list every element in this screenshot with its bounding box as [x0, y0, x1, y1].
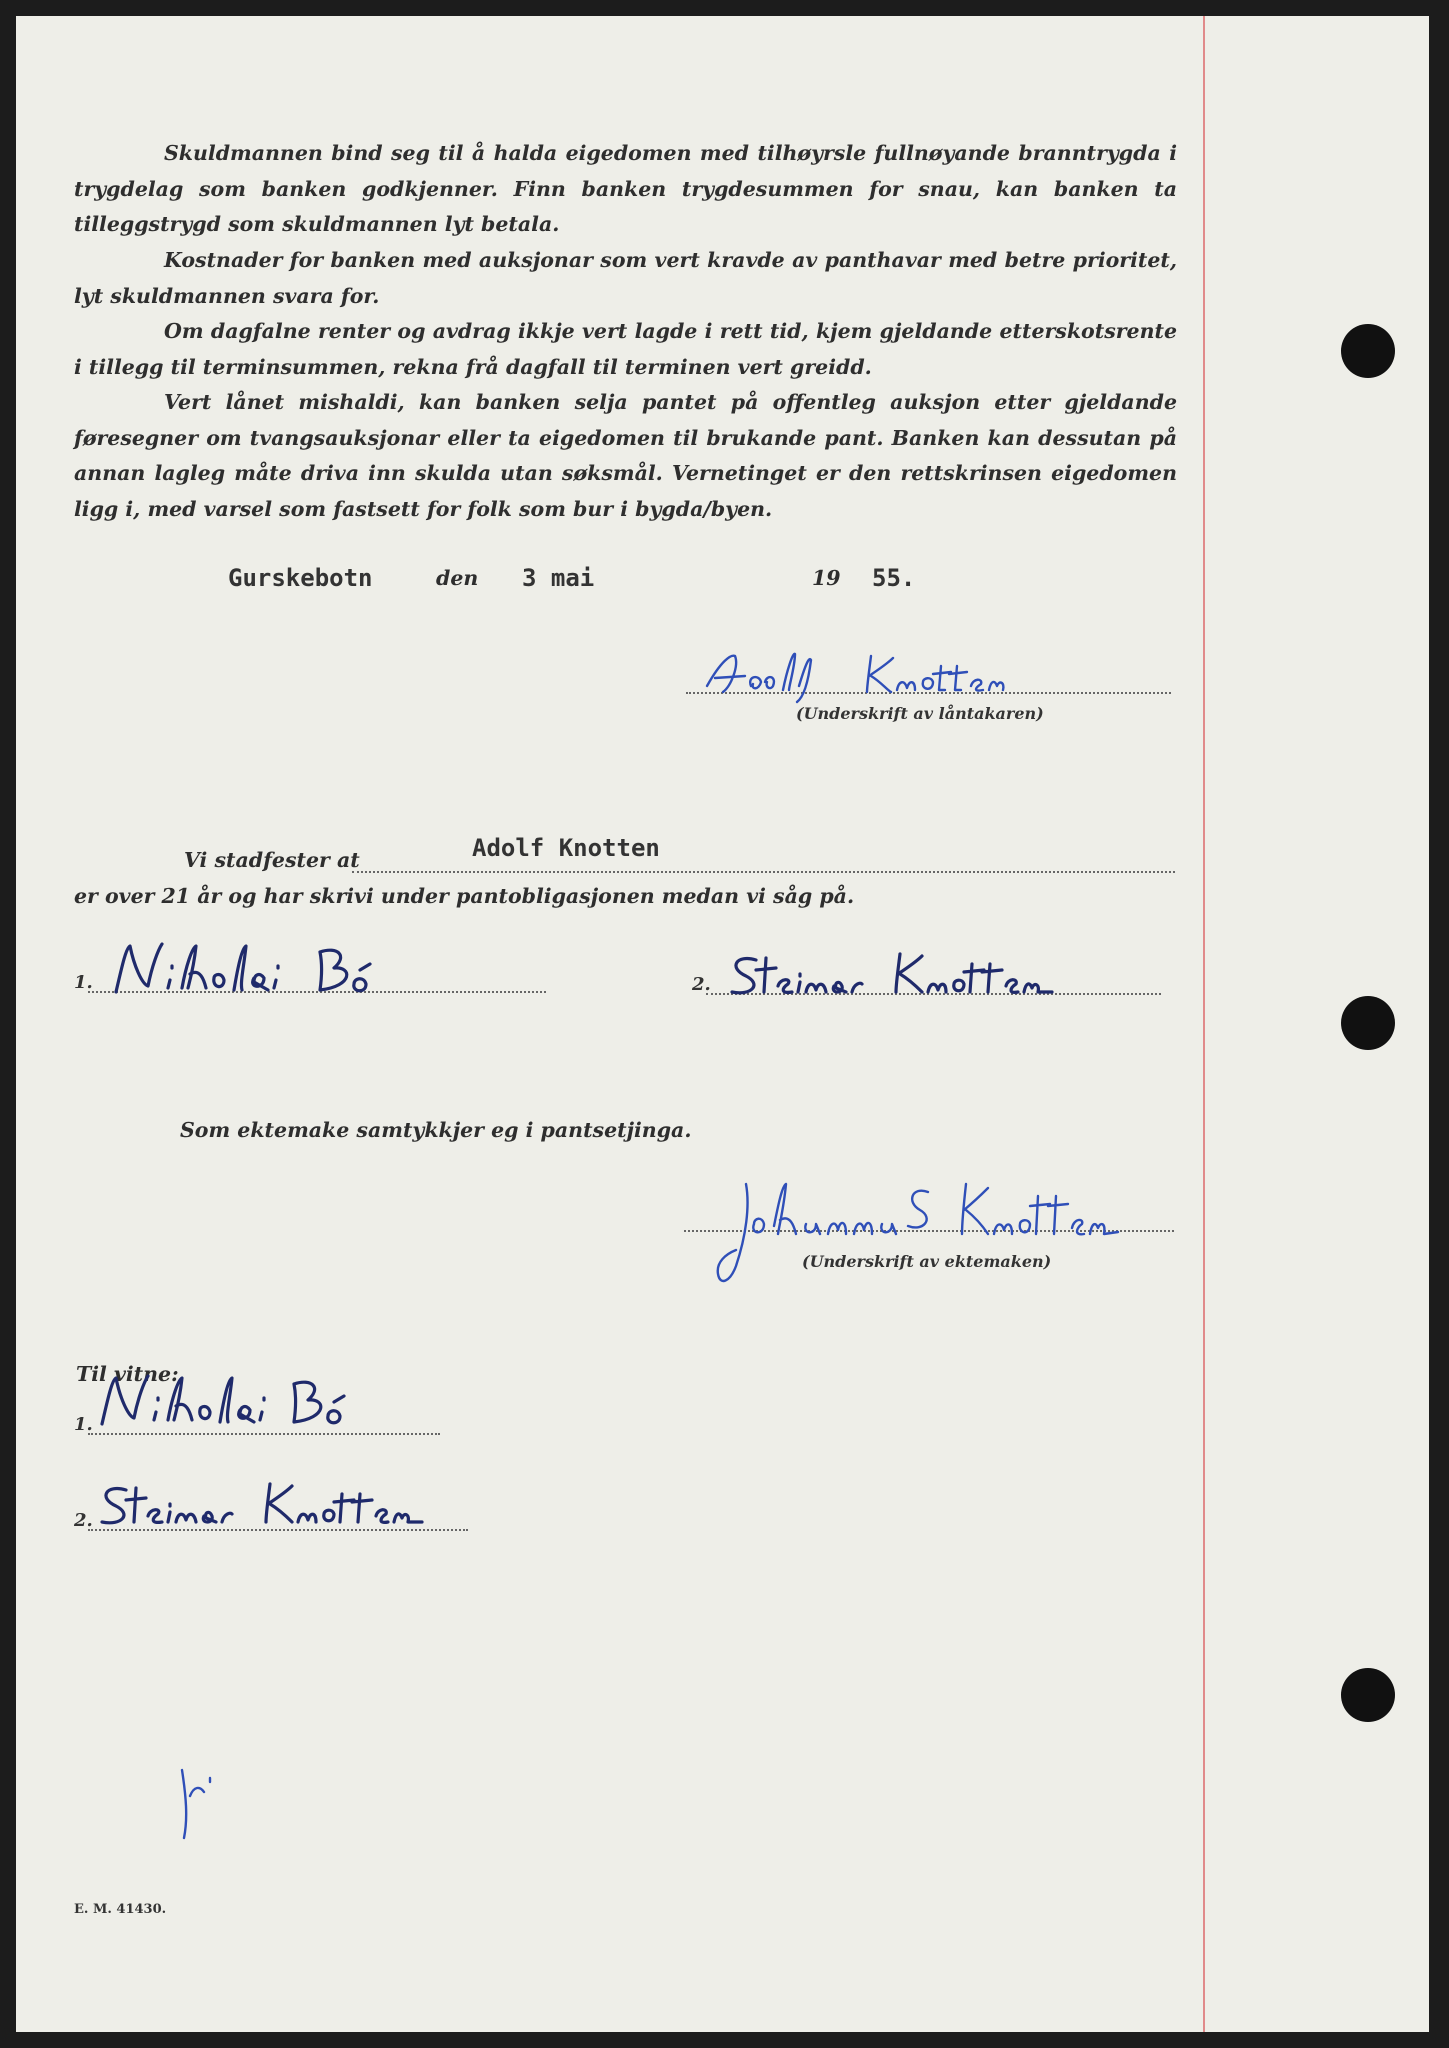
punch-hole-icon [1341, 324, 1395, 378]
date-year-prefix: 19 [812, 566, 841, 590]
date-year-suffix: 55. [872, 564, 916, 592]
borrower-signature-caption: (Underskrift av låntakaren) [796, 704, 1044, 723]
confirmation-label: Vi stadfester at [184, 848, 360, 872]
punch-hole-icon [1341, 996, 1395, 1050]
witnesses-2-signature-icon [92, 1476, 532, 1536]
witnesses-1-number: 1. [74, 1414, 93, 1435]
paragraph-interest: Om dagfalne renter og avdrag ikkje vert lagde i rett tid, kjem gjeldande etterskotsrente i tillegg til terminsummen, rekna frå dagfall til terminen vert greidd. [74, 319, 1177, 379]
confirmation-statement: er over 21 år og har skrivi under pantobligasjonen medan vi såg på. [74, 884, 855, 908]
witnesses-label: Til vitne: [76, 1362, 179, 1386]
witness-2-number: 2. [692, 974, 711, 995]
confirmation-dotted-line [352, 871, 1175, 873]
witness-1-signature-icon [108, 936, 488, 1006]
document-page [16, 16, 1429, 2032]
spouse-statement: Som ektemake samtykkjer eg i pantsetjinga. [180, 1118, 692, 1142]
date-day-month: 3 mai [522, 564, 595, 592]
initials-icon [168, 1756, 258, 1846]
paragraph-costs: Kostnader for banken med auksjonar som vert kravde av panthavar med betre prioritet, lyt skuldmannen svara for. [74, 248, 1177, 308]
spouse-signature-icon [706, 1176, 1176, 1296]
spouse-signature-caption: (Underskrift av ektemaken) [802, 1252, 1052, 1271]
paragraph-default: Vert lånet mishaldi, kan banken selja pantet på offentleg auksjon etter gjeldande føresegner om tvangsauksjonar eller ta eigedomen til brukande pant. Banken kan dessutan på annan lagleg måte driva inn skulda utan søksmål. Vernetinget er den rettskrinsen eigedomen ligg i, med varsel som fastsett for folk som bur i bygda/byen. [74, 390, 1177, 521]
margin-rule [1203, 16, 1205, 2032]
date-den-label: den [436, 566, 479, 590]
paragraph-insurance: Skuldmannen bind seg til å halda eigedomen med tilhøyrsle fullnøyande branntrygda i trygdelag som banken godkjenner. Finn banken trygdesummen for snau, kan banken ta tilleggstrygd som skuldmannen lyt betala. [74, 141, 1177, 236]
borrower-signature-icon [701, 646, 1101, 706]
witness-1-number: 1. [74, 972, 93, 993]
witness-2-signature-icon [722, 946, 1162, 1006]
witnesses-1-signature-icon [94, 1368, 434, 1438]
confirmation-name: Adolf Knotten [472, 834, 660, 862]
form-code: E. M. 41430. [74, 1902, 167, 1917]
punch-hole-icon [1341, 1668, 1395, 1722]
witnesses-2-number: 2. [74, 1510, 93, 1531]
date-place: Gurskebotn [228, 564, 373, 592]
